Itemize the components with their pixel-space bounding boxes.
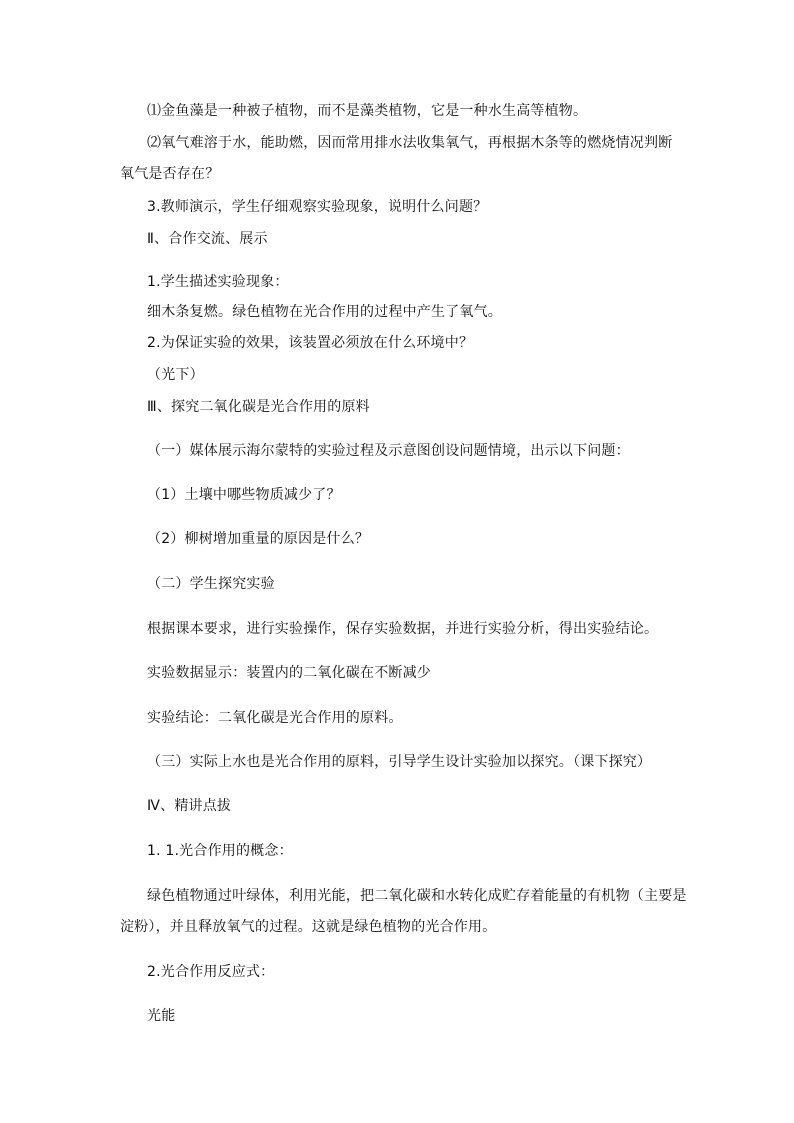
- text-line: 根据课本要求，进行实验操作，保存实验数据，并进行实验分析，得出实验结论。: [147, 621, 659, 637]
- text-line: ⑵氧气难溶于水，能助燃，因而常用排水法收集氧气，再根据木条等的燃烧情况判断: [147, 135, 673, 151]
- text-line: （1）土壤中哪些物质减少了？: [147, 487, 341, 503]
- section-heading: Ⅱ、合作交流、展示: [147, 231, 268, 247]
- section-heading: Ⅳ、精讲点拔: [147, 798, 232, 814]
- text-line: 氧气是否存在？: [120, 166, 220, 182]
- text-line: 1. 1.光合作用的概念：: [147, 843, 293, 859]
- text-line: 3.教师演示，学生仔细观察实验现象，说明什么问题？: [147, 199, 488, 215]
- text-line: 淀粉），并且释放氧气的过程。这就是绿色植物的光合作用。: [120, 919, 497, 935]
- text-line: 1.学生描述实验现象：: [147, 274, 289, 290]
- text-line: 实验数据显示：装置内的二氧化碳在不断减少: [147, 665, 431, 681]
- text-line: 实验结论：二氧化碳是光合作用的原料。: [147, 710, 403, 726]
- text-line: （二）学生探究实验: [147, 576, 275, 592]
- text-line: （光下）: [147, 367, 204, 383]
- text-line: 2.光合作用反应式：: [147, 964, 275, 980]
- text-line: ⑴金鱼藻是一种被子植物，而不是藻类植物，它是一种水生高等植物。: [147, 103, 588, 119]
- text-line: 光能: [147, 1008, 176, 1024]
- section-heading: Ⅲ、探究二氧化碳是光合作用的原料: [147, 399, 370, 415]
- text-line: （2）柳树增加重量的原因是什么？: [147, 531, 370, 547]
- text-line: 绿色植物通过叶绿体，利用光能，把二氧化碳和水转化成贮存着能量的有机物（主要是: [147, 888, 687, 904]
- text-line: 细木条复燃。绿色植物在光合作用的过程中产生了氧气。: [147, 304, 502, 320]
- text-line: （一）媒体展示海尔蒙特的实验过程及示意图创设问题情境，出示以下问题：: [147, 443, 630, 459]
- text-line: 2.为保证实验的效果，该装置必须放在什么环境中？: [147, 335, 474, 351]
- text-line: （三）实际上水也是光合作用的原料，引导学生设计实验加以探究。（课下探究）: [147, 754, 652, 770]
